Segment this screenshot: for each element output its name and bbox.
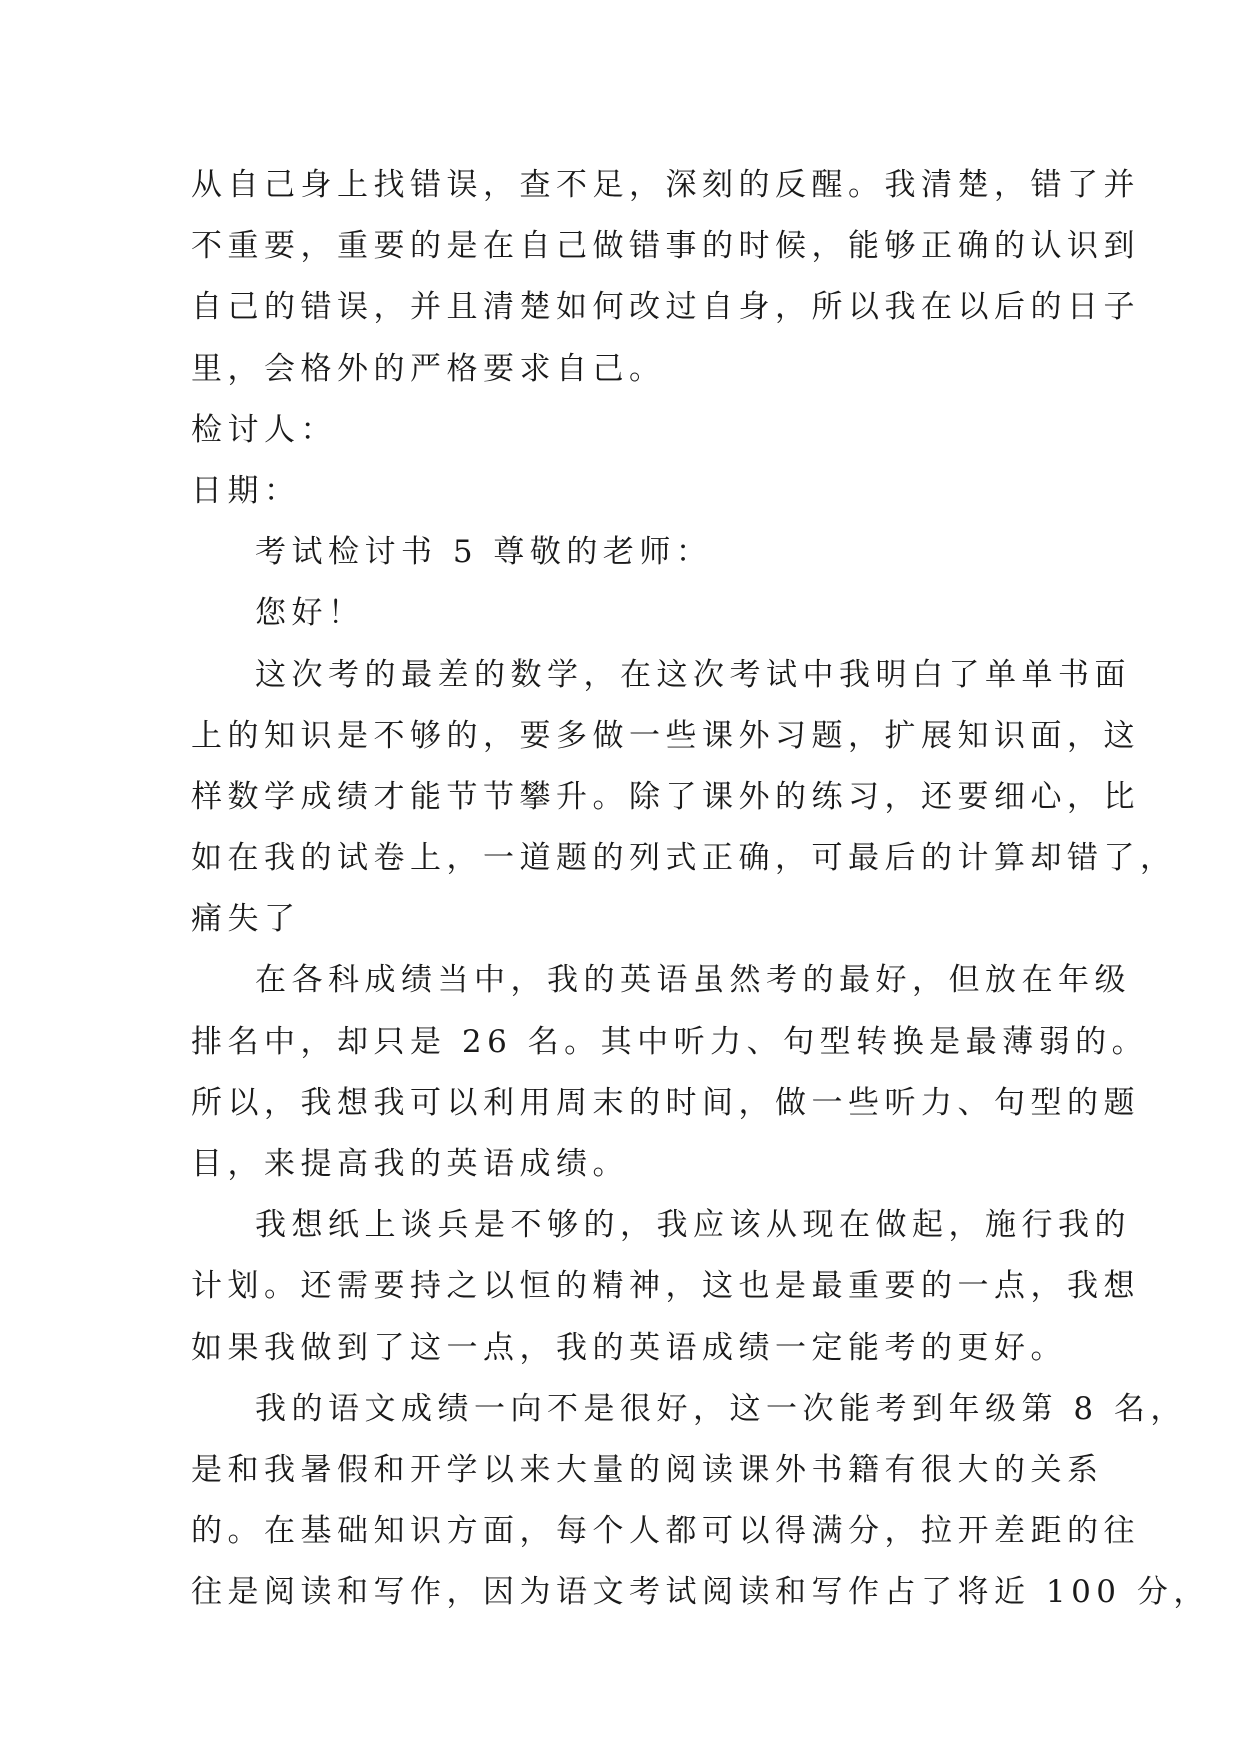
text-line: 在各科成绩当中，我的英语虽然考的最好，但放在年级: [255, 962, 1131, 999]
text-line: 如果我做到了这一点，我的英语成绩一定能考的更好。: [191, 1329, 1067, 1366]
text-line: 往是阅读和写作，因为语文考试阅读和写作占了将近 100 分，: [191, 1574, 1210, 1611]
text-line: 的。在基础知识方面，每个人都可以得满分，拉开差距的往: [191, 1513, 1140, 1550]
text-line: 痛失了: [191, 901, 301, 938]
text-line: 我的语文成绩一向不是很好，这一次能考到年级第 8 名，: [255, 1390, 1187, 1427]
text-line: 考试检讨书 5 尊敬的老师：: [255, 534, 713, 571]
text-line: 自己的错误，并且清楚如何改过自身，所以我在以后的日子: [191, 289, 1140, 326]
text-line: 不重要，重要的是在自己做错事的时候，能够正确的认识到: [191, 228, 1140, 265]
text-line: 目，来提高我的英语成绩。: [191, 1146, 629, 1182]
text-line: 我想纸上谈兵是不够的，我应该从现在做起，施行我的: [255, 1207, 1131, 1244]
text-line: 从自己身上找错误，查不足，深刻的反醒。我清楚，错了并: [191, 167, 1140, 203]
text-line: 样数学成绩才能节节攀升。除了课外的练习，还要细心，比: [191, 778, 1140, 815]
text-line: 您好！: [255, 595, 365, 632]
text-line: 排名中，却只是 26 名。其中听力、句型转换是最薄弱的。: [191, 1023, 1149, 1060]
text-line: 检讨人：: [191, 411, 337, 448]
text-line: 如在我的试卷上，一道题的列式正确，可最后的计算却错了，: [191, 840, 1177, 877]
text-line: 这次考的最差的数学，在这次考试中我明白了单单书面: [255, 656, 1131, 693]
document-body: [191, 155, 1210, 1624]
text-line: 所以，我想我可以利用周末的时间，做一些听力、句型的题: [191, 1084, 1140, 1121]
text-line: 计划。还需要持之以恒的精神，这也是最重要的一点，我想: [191, 1268, 1140, 1305]
text-line: 上的知识是不够的，要多做一些课外习题，扩展知识面，这: [191, 717, 1140, 754]
text-line: 里，会格外的严格要求自己。: [191, 350, 666, 387]
text-line: 是和我暑假和开学以来大量的阅读课外书籍有很大的关系: [191, 1451, 1104, 1488]
text-line: 日期：: [191, 472, 301, 509]
